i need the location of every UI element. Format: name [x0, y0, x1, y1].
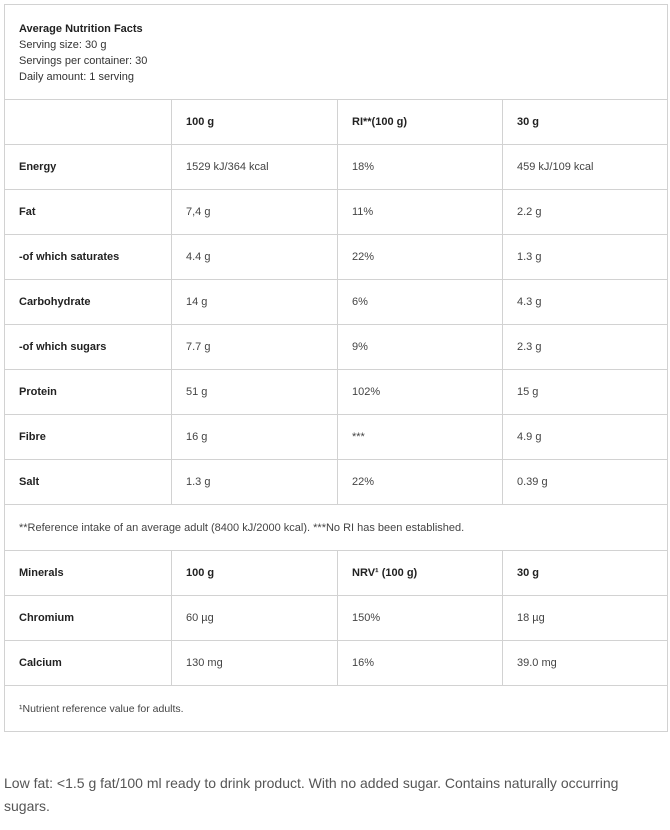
table-row: [5, 235, 668, 280]
row-label: -of which sugars: [5, 325, 172, 370]
minerals-header-per100: 100 g: [172, 551, 338, 596]
row-per30: 18 µg: [503, 596, 668, 641]
row-label: Carbohydrate: [5, 280, 172, 325]
table-row: [5, 460, 668, 505]
row-per30: 2.2 g: [503, 190, 668, 235]
row-per30: 0.39 g: [503, 460, 668, 505]
minerals-header-nrv: NRV¹ (100 g): [338, 551, 503, 596]
row-per100: 1529 kJ/364 kcal: [172, 145, 338, 190]
row-per100: 4.4 g: [172, 235, 338, 280]
row-per30: 4.3 g: [503, 280, 668, 325]
table-row: [5, 370, 668, 415]
footer-text: Low fat: <1.5 g fat/100 ml ready to drink product. With no added sugar. Contains naturally occurring sugars.: [4, 775, 619, 814]
daily-amount: Daily amount: 1 serving: [19, 71, 134, 83]
minerals-header-label: Minerals: [5, 551, 172, 596]
row-label: Fibre: [5, 415, 172, 460]
row-label: Salt: [5, 460, 172, 505]
nutrition-facts-panel: [4, 4, 667, 732]
table-row: [5, 190, 668, 235]
row-ri: 18%: [338, 145, 503, 190]
row-per100: 16 g: [172, 415, 338, 460]
nutrition-title: Average Nutrition Facts: [19, 23, 143, 35]
row-per100: 130 mg: [172, 641, 338, 686]
servings-per-container: Servings per container: 30: [19, 55, 148, 67]
row-ri: 22%: [338, 460, 503, 505]
nrv-note-row: [5, 686, 668, 732]
table-row: [5, 641, 668, 686]
intro-cell: [5, 5, 668, 100]
nrv-note: ¹Nutrient reference value for adults.: [5, 686, 668, 732]
table-row: [5, 280, 668, 325]
row-label: -of which saturates: [5, 235, 172, 280]
row-label: Energy: [5, 145, 172, 190]
reference-note-row: [5, 505, 668, 551]
row-per100: 7.7 g: [172, 325, 338, 370]
reference-note: **Reference intake of an average adult (8400 kJ/2000 kcal). ***No RI has been established.: [5, 505, 668, 551]
table-row: [5, 596, 668, 641]
row-per30: 1.3 g: [503, 235, 668, 280]
row-per30: 39.0 mg: [503, 641, 668, 686]
row-nrv: 150%: [338, 596, 503, 641]
row-ri: 102%: [338, 370, 503, 415]
row-nrv: 16%: [338, 641, 503, 686]
row-label: Protein: [5, 370, 172, 415]
serving-size: Serving size: 30 g: [19, 39, 107, 51]
row-ri: 9%: [338, 325, 503, 370]
table-row: [5, 145, 668, 190]
row-per100: 60 µg: [172, 596, 338, 641]
table-row: [5, 325, 668, 370]
row-ri: ***: [338, 415, 503, 460]
row-per100: 51 g: [172, 370, 338, 415]
row-per30: 15 g: [503, 370, 668, 415]
nutrition-header-row: [5, 100, 668, 145]
row-per30: 2.3 g: [503, 325, 668, 370]
row-per100: 1.3 g: [172, 460, 338, 505]
row-ri: 22%: [338, 235, 503, 280]
header-cell-per30: 30 g: [503, 100, 668, 145]
header-cell-ri: RI**(100 g): [338, 100, 503, 145]
intro-row: [5, 5, 668, 100]
table-row: [5, 415, 668, 460]
header-cell-label: [5, 100, 172, 145]
row-per100: 7,4 g: [172, 190, 338, 235]
nutrition-table: [4, 4, 668, 732]
row-label: Calcium: [5, 641, 172, 686]
minerals-header-row: [5, 551, 668, 596]
row-label: Fat: [5, 190, 172, 235]
row-label: Chromium: [5, 596, 172, 641]
row-ri: 11%: [338, 190, 503, 235]
row-ri: 6%: [338, 280, 503, 325]
minerals-header-per30: 30 g: [503, 551, 668, 596]
row-per100: 14 g: [172, 280, 338, 325]
header-cell-per100: 100 g: [172, 100, 338, 145]
row-per30: 4.9 g: [503, 415, 668, 460]
row-per30: 459 kJ/109 kcal: [503, 145, 668, 190]
